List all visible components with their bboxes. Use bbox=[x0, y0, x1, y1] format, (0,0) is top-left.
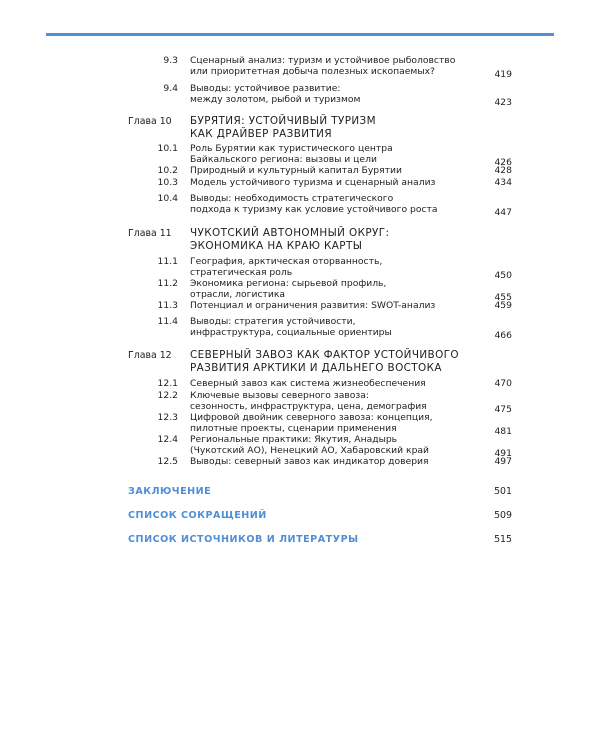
page-number: 434 bbox=[494, 177, 512, 188]
page-number: 450 bbox=[494, 270, 512, 281]
section-title[interactable] bbox=[190, 278, 480, 300]
section-number: 11.3 bbox=[157, 300, 178, 311]
section-number: 12.3 bbox=[157, 412, 178, 423]
page-number: 459 bbox=[494, 300, 512, 311]
page-number: 455 bbox=[494, 292, 512, 303]
chapter-title-line: РАЗВИТИЯ АРКТИКИ И ДАЛЬНЕГО ВОСТОКА bbox=[190, 361, 442, 374]
page-number: 466 bbox=[494, 330, 512, 341]
page-number: 509 bbox=[494, 510, 512, 521]
section-title[interactable] bbox=[190, 177, 480, 188]
section-number: 9.4 bbox=[163, 83, 178, 94]
section-number: 12.4 bbox=[157, 434, 178, 445]
chapter-label: Глава 10 bbox=[128, 116, 172, 127]
page-number: 423 bbox=[494, 97, 512, 108]
section-title-line: Региональные практики: Якутия, Анадырь bbox=[190, 434, 398, 445]
section-title[interactable] bbox=[190, 55, 480, 77]
page-number: 481 bbox=[494, 426, 512, 437]
section-number: 10.1 bbox=[157, 143, 178, 154]
section-title-line: Ключевые вызовы северного завоза: bbox=[190, 390, 369, 401]
page-number: 491 bbox=[494, 448, 512, 459]
page-number: 497 bbox=[494, 456, 512, 467]
chapter-title-line: БУРЯТИЯ: УСТОЙЧИВЫЙ ТУРИЗМ bbox=[190, 115, 376, 127]
section-title-line: Цифровой двойник северного завоза: концепция, bbox=[190, 412, 433, 423]
section-title[interactable] bbox=[190, 300, 480, 311]
section-title[interactable] bbox=[190, 165, 480, 176]
section-title[interactable] bbox=[190, 83, 480, 105]
page-number: 447 bbox=[494, 207, 512, 218]
section-title[interactable] bbox=[190, 193, 480, 215]
section-title-line: отрасли, логистика bbox=[190, 289, 286, 300]
chapter-title-line: СЕВЕРНЫЙ ЗАВОЗ КАК ФАКТОР УСТОЙЧИВОГО bbox=[190, 349, 459, 361]
section-title[interactable] bbox=[190, 256, 480, 278]
chapter-title-line: КАК ДРАЙВЕР РАЗВИТИЯ bbox=[190, 127, 332, 140]
section-number: 9.3 bbox=[163, 55, 178, 66]
section-title-line: Северный завоз как система жизнеобеспечения bbox=[190, 378, 426, 389]
section-number: 11.1 bbox=[157, 256, 178, 267]
section-title-line: Роль Бурятии как туристического центра bbox=[190, 143, 393, 154]
special-section-link[interactable]: СПИСОК СОКРАЩЕНИЙ bbox=[128, 510, 267, 521]
section-title[interactable] bbox=[190, 412, 480, 434]
section-title-line: инфраструктура, социальные ориентиры bbox=[190, 327, 392, 338]
section-number: 10.2 bbox=[157, 165, 178, 176]
section-title-line: Выводы: необходимость стратегического bbox=[190, 193, 394, 204]
section-title-line: География, арктическая оторванность, bbox=[190, 256, 383, 267]
chapter-title-line: ЭКОНОМИКА НА КРАЮ КАРТЫ bbox=[190, 239, 363, 252]
section-title-line: Экономика региона: сырьевой профиль, bbox=[190, 278, 387, 289]
section-title-line: подхода к туризму как условие устойчивого роста bbox=[190, 204, 438, 215]
section-number: 10.3 bbox=[157, 177, 178, 188]
page-number: 470 bbox=[494, 378, 512, 389]
page-number: 515 bbox=[494, 534, 512, 545]
special-section-link[interactable]: ЗАКЛЮЧЕНИЕ bbox=[128, 486, 212, 497]
page-number: 501 bbox=[494, 486, 512, 497]
page-number: 419 bbox=[494, 69, 512, 80]
section-number: 12.1 bbox=[157, 378, 178, 389]
section-title-line: или приоритетная добыча полезных ископаемых? bbox=[190, 66, 435, 77]
section-title[interactable] bbox=[190, 456, 480, 467]
section-title-line: Выводы: стратегия устойчивости, bbox=[190, 316, 356, 327]
section-title-line: Модель устойчивого туризма и сценарный анализ bbox=[190, 177, 436, 188]
section-title-line: Байкальского региона: вызовы и цели bbox=[190, 154, 377, 165]
section-title-line: Выводы: устойчивое развитие: bbox=[190, 83, 341, 94]
section-number: 11.2 bbox=[157, 278, 178, 289]
chapter-title[interactable] bbox=[190, 349, 459, 374]
section-title-line: Сценарный анализ: туризм и устойчивое рыболовство bbox=[190, 55, 456, 66]
chapter-label: Глава 12 bbox=[128, 350, 172, 361]
section-title-line: пилотные проекты, сценарии применения bbox=[190, 423, 397, 434]
section-title[interactable] bbox=[190, 434, 480, 456]
page-number: 475 bbox=[494, 404, 512, 415]
section-number: 10.4 bbox=[157, 193, 178, 204]
special-section-link[interactable]: СПИСОК ИСТОЧНИКОВ И ЛИТЕРАТУРЫ bbox=[128, 534, 359, 545]
page-number: 426 bbox=[494, 157, 512, 168]
section-title[interactable] bbox=[190, 378, 480, 389]
section-title-line: (Чукотский АО), Ненецкий АО, Хабаровский край bbox=[190, 445, 430, 456]
section-title[interactable] bbox=[190, 390, 480, 412]
section-title-line: сезонность, инфраструктура, цена, демография bbox=[190, 401, 427, 412]
section-title[interactable] bbox=[190, 316, 480, 338]
section-title-line: между золотом, рыбой и туризмом bbox=[190, 94, 361, 105]
section-title-line: Потенциал и ограничения развития: SWOT-анализ bbox=[190, 300, 436, 311]
chapter-title[interactable] bbox=[190, 227, 389, 252]
section-title-line: Выводы: северный завоз как индикатор доверия bbox=[190, 456, 429, 467]
section-number: 12.5 bbox=[157, 456, 178, 467]
page-number: 428 bbox=[494, 165, 512, 176]
section-title-line: Природный и культурный капитал Бурятии bbox=[190, 165, 402, 176]
section-number: 12.2 bbox=[157, 390, 178, 401]
section-title-line: стратегическая роль bbox=[190, 267, 293, 278]
section-number: 11.4 bbox=[157, 316, 178, 327]
chapter-label: Глава 11 bbox=[128, 228, 172, 239]
chapter-title[interactable] bbox=[190, 115, 376, 140]
chapter-title-line: ЧУКОТСКИЙ АВТОНОМНЫЙ ОКРУГ: bbox=[190, 227, 390, 239]
section-title[interactable] bbox=[190, 143, 480, 165]
